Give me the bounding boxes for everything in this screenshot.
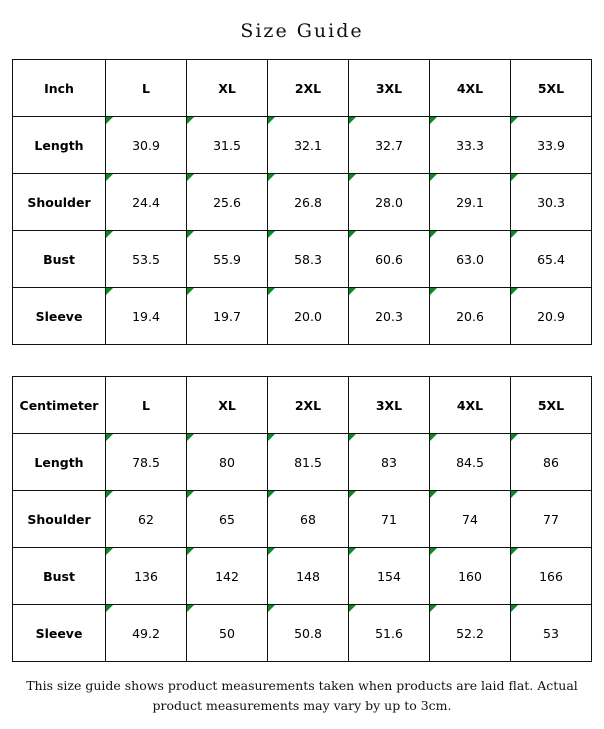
cell-value: 51.6 xyxy=(349,605,430,662)
cell-value: 20.9 xyxy=(511,288,592,345)
size-header-3xl: 3XL xyxy=(349,377,430,434)
table-header-row xyxy=(13,60,592,117)
cell-value: 160 xyxy=(430,548,511,605)
row-label-shoulder: Shoulder xyxy=(13,491,106,548)
page-title: Size Guide xyxy=(240,20,364,42)
table-spacer xyxy=(0,345,604,376)
size-table-inch xyxy=(12,59,592,345)
table-row xyxy=(13,231,592,288)
cell-value: 19.7 xyxy=(187,288,268,345)
cell-value: 86 xyxy=(511,434,592,491)
cell-value: 26.8 xyxy=(268,174,349,231)
size-header-3xl: 3XL xyxy=(349,60,430,117)
cell-value: 52.2 xyxy=(430,605,511,662)
cell-value: 80 xyxy=(187,434,268,491)
row-label-sleeve: Sleeve xyxy=(13,605,106,662)
cell-value: 60.6 xyxy=(349,231,430,288)
cell-value: 142 xyxy=(187,548,268,605)
cell-value: 78.5 xyxy=(106,434,187,491)
table-header-row xyxy=(13,377,592,434)
size-header-l: L xyxy=(106,377,187,434)
cell-value: 50 xyxy=(187,605,268,662)
cell-value: 55.9 xyxy=(187,231,268,288)
row-label-shoulder: Shoulder xyxy=(13,174,106,231)
cell-value: 50.8 xyxy=(268,605,349,662)
table-row xyxy=(13,288,592,345)
cell-value: 74 xyxy=(430,491,511,548)
cell-value: 33.9 xyxy=(511,117,592,174)
cell-value: 84.5 xyxy=(430,434,511,491)
size-header-2xl: 2XL xyxy=(268,60,349,117)
size-header-5xl: 5XL xyxy=(511,377,592,434)
cell-value: 32.1 xyxy=(268,117,349,174)
cell-value: 166 xyxy=(511,548,592,605)
row-label-bust: Bust xyxy=(13,548,106,605)
cell-value: 49.2 xyxy=(106,605,187,662)
table-row xyxy=(13,174,592,231)
cell-value: 62 xyxy=(106,491,187,548)
cell-value: 20.0 xyxy=(268,288,349,345)
table-row xyxy=(13,548,592,605)
table-row xyxy=(13,605,592,662)
cell-value: 65 xyxy=(187,491,268,548)
size-table-centimeter xyxy=(12,376,592,662)
table-row xyxy=(13,491,592,548)
cell-value: 81.5 xyxy=(268,434,349,491)
cell-value: 20.3 xyxy=(349,288,430,345)
cell-value: 32.7 xyxy=(349,117,430,174)
cell-value: 154 xyxy=(349,548,430,605)
size-header-5xl: 5XL xyxy=(511,60,592,117)
cell-value: 28.0 xyxy=(349,174,430,231)
cell-value: 63.0 xyxy=(430,231,511,288)
cell-value: 148 xyxy=(268,548,349,605)
size-header-4xl: 4XL xyxy=(430,60,511,117)
row-label-length: Length xyxy=(13,434,106,491)
row-label-sleeve: Sleeve xyxy=(13,288,106,345)
cell-value: 33.3 xyxy=(430,117,511,174)
table-row xyxy=(13,117,592,174)
size-header-xl: XL xyxy=(187,377,268,434)
cell-value: 25.6 xyxy=(187,174,268,231)
size-header-xl: XL xyxy=(187,60,268,117)
cell-value: 30.3 xyxy=(511,174,592,231)
cell-value: 71 xyxy=(349,491,430,548)
cell-value: 68 xyxy=(268,491,349,548)
unit-label-inch: Inch xyxy=(13,60,106,117)
cell-value: 20.6 xyxy=(430,288,511,345)
cell-value: 31.5 xyxy=(187,117,268,174)
cell-value: 136 xyxy=(106,548,187,605)
size-guide-note: This size guide shows product measurements taken when products are laid flat. Actual product measurements may vary by up to 3cm. xyxy=(26,678,578,713)
cell-value: 65.4 xyxy=(511,231,592,288)
cell-value: 53.5 xyxy=(106,231,187,288)
cell-value: 53 xyxy=(511,605,592,662)
cell-value: 77 xyxy=(511,491,592,548)
cell-value: 83 xyxy=(349,434,430,491)
row-label-length: Length xyxy=(13,117,106,174)
row-label-bust: Bust xyxy=(13,231,106,288)
cell-value: 30.9 xyxy=(106,117,187,174)
cell-value: 19.4 xyxy=(106,288,187,345)
unit-label-centimeter: Centimeter xyxy=(13,377,106,434)
cell-value: 58.3 xyxy=(268,231,349,288)
table-row xyxy=(13,434,592,491)
size-header-2xl: 2XL xyxy=(268,377,349,434)
cell-value: 24.4 xyxy=(106,174,187,231)
cell-value: 29.1 xyxy=(430,174,511,231)
size-header-l: L xyxy=(106,60,187,117)
size-header-4xl: 4XL xyxy=(430,377,511,434)
